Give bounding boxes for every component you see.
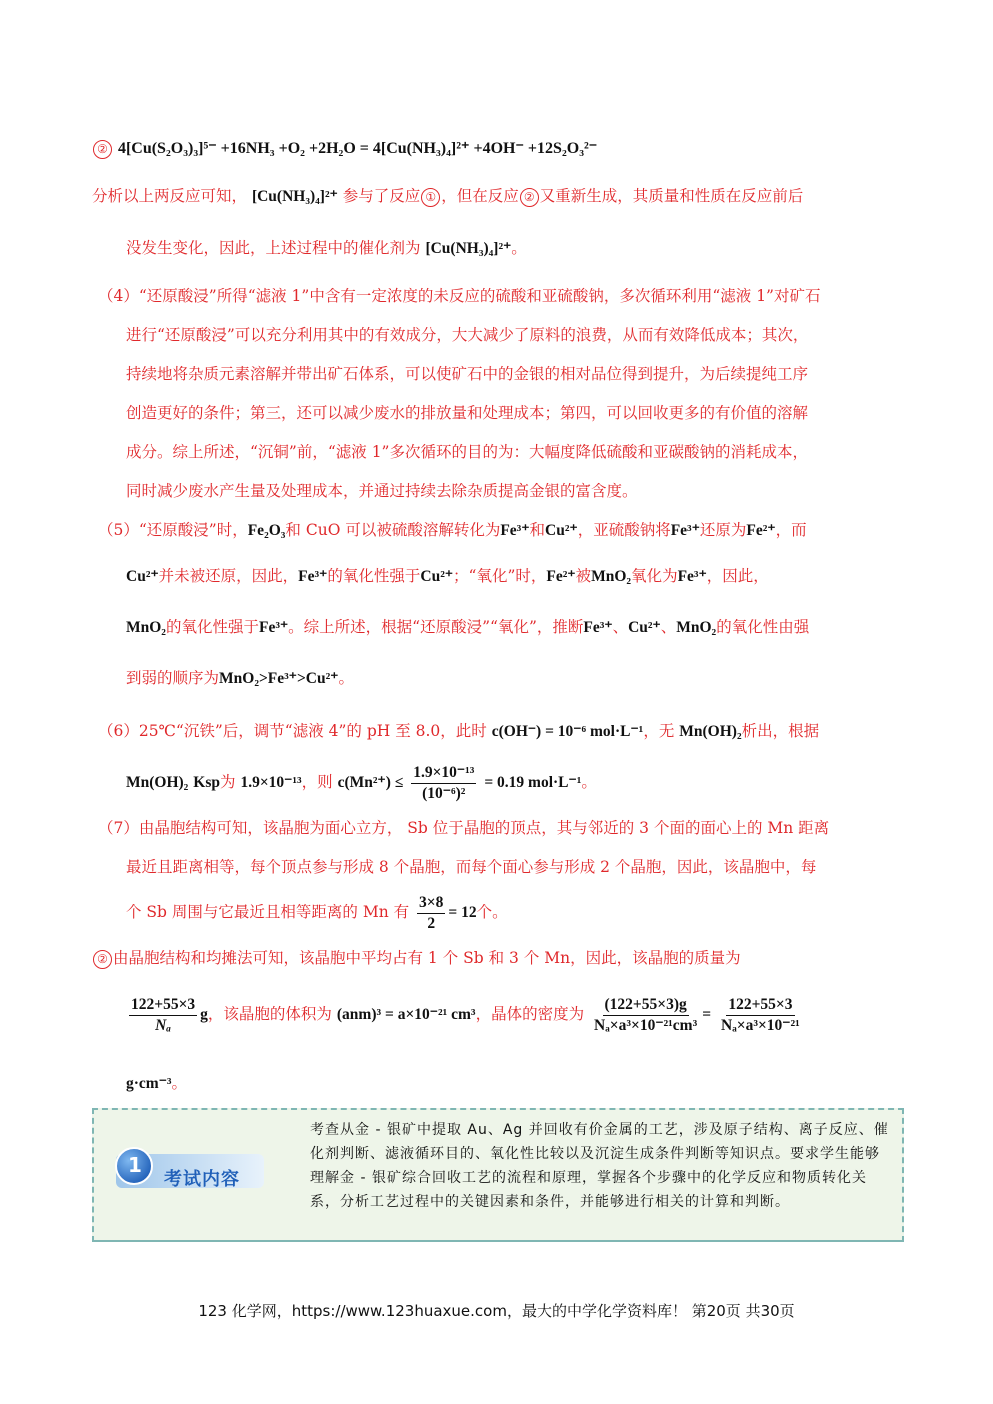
text: 并未被还原，因此， bbox=[158, 567, 299, 585]
text: ，该晶胞的体积为 bbox=[207, 1005, 332, 1023]
numerator: (122+55×3)g bbox=[603, 995, 689, 1016]
q4-line: 进行“还原酸浸”可以充分利用其中的有效成分，大大减少了原料的浪费，从而有效降低成本；其次， bbox=[126, 326, 809, 344]
text: 。 bbox=[338, 669, 354, 687]
q4-line: 同时减少废水产生量及处理成本，并通过持续去除杂质提高金银的富含度。 bbox=[126, 482, 638, 500]
text: ，则 bbox=[301, 773, 333, 791]
oxidation-order: MnO₂>Fe³⁺>Cu²⁺ bbox=[219, 670, 339, 687]
formula: Fe²⁺ bbox=[546, 568, 576, 585]
fraction bbox=[417, 893, 445, 934]
result: = 0.19 mol·L⁻¹ bbox=[484, 774, 582, 791]
q6-line-1 bbox=[98, 721, 819, 742]
formula: Cu²⁺ bbox=[126, 568, 159, 585]
text: 由晶胞结构和均摊法可知，该晶胞中平均占有 1 个 Sb 和 3 个 Mn，因此，该晶胞的质量为 bbox=[113, 949, 741, 967]
text: 。 bbox=[171, 1074, 188, 1092]
circle-marker: ① bbox=[421, 188, 440, 207]
text: 和 CuO 可以被硫酸溶解转化为 bbox=[285, 521, 501, 539]
q7-line-2: 最近且距离相等，每个顶点参与形成 8 个晶胞，而每个面心参与形成 2 个晶胞，因此，该晶胞中，每 bbox=[126, 858, 817, 876]
text: 还原为 bbox=[699, 521, 747, 539]
formula: MnO₂ bbox=[591, 568, 632, 585]
q7b-line-3 bbox=[126, 1073, 187, 1094]
volume-formula: (anm)³ = a×10⁻²¹ cm³ bbox=[336, 1006, 476, 1023]
text: 被 bbox=[575, 567, 592, 585]
text: 的氧化性强于 bbox=[327, 567, 421, 585]
text: 到弱的顺序为 bbox=[126, 669, 220, 687]
equation-2 bbox=[92, 138, 597, 159]
text: 。 bbox=[511, 239, 527, 257]
formula: Fe³⁺ bbox=[677, 568, 707, 585]
q5-line-2 bbox=[126, 566, 769, 587]
text: 参与了反应 bbox=[342, 187, 421, 205]
formula: MnO₂ bbox=[676, 619, 717, 636]
text: 和 bbox=[529, 521, 546, 539]
denominator: (10⁻⁶)² bbox=[422, 784, 466, 802]
formula: Cu²⁺ bbox=[628, 619, 661, 636]
circle-marker: ② bbox=[93, 950, 112, 969]
text: ；“氧化”时， bbox=[453, 567, 547, 585]
density-fraction-2 bbox=[719, 995, 802, 1036]
text: ，因此， bbox=[706, 567, 769, 585]
text: 没发生变化，因此，上述过程中的催化剂为 bbox=[126, 239, 421, 257]
formula: Fe³⁺ bbox=[583, 619, 613, 636]
formula: Mn(OH)₂ bbox=[679, 723, 742, 740]
equals-sign: = bbox=[702, 1006, 712, 1023]
formula: Cu²⁺ bbox=[420, 568, 454, 585]
text: 。 bbox=[581, 773, 597, 791]
fraction bbox=[411, 763, 476, 804]
badge-number: 1 bbox=[128, 1153, 142, 1177]
text: ，晶体的密度为 bbox=[475, 1005, 585, 1023]
numerator: 122+55×3 bbox=[129, 995, 197, 1016]
q6-line-2 bbox=[126, 762, 597, 804]
exam-content-box bbox=[92, 1108, 904, 1242]
text: （6）25℃“沉铁”后，调节“滤液 4”的 pH 至 8.0，此时 bbox=[98, 722, 487, 740]
text: ，无 bbox=[643, 722, 675, 740]
q5-line-4 bbox=[126, 668, 354, 689]
q7b-line-1 bbox=[92, 948, 741, 969]
q7-line-1: （7）由晶胞结构可知，该晶胞为面心立方， Sb 位于晶胞的顶点，其与邻近的 3 个面的面心上的 Mn 距离 bbox=[98, 819, 830, 837]
text: 。综上所述，根据“还原酸浸”“氧化”，推断 bbox=[288, 618, 584, 636]
text: ，而 bbox=[775, 521, 807, 539]
circle-marker: ② bbox=[520, 188, 539, 207]
q5-line-3 bbox=[126, 617, 809, 638]
q7-line-3 bbox=[126, 892, 508, 934]
text: 个 Sb 周围与它最近且相等距离的 Mn 有 bbox=[126, 903, 410, 921]
text: 的氧化性由强 bbox=[716, 618, 810, 636]
text: 、 bbox=[660, 618, 677, 636]
formula: Fe³⁺ bbox=[500, 522, 530, 539]
formula: MnO₂ bbox=[126, 619, 166, 636]
text: ，亚硫酸钠将 bbox=[577, 521, 671, 539]
text: （5）“还原酸浸”时， bbox=[98, 521, 248, 539]
denominator: 2 bbox=[427, 914, 436, 932]
q4-line: 创造更好的条件；第三，还可以减少废水的排放量和处理成本；第四，可以回收更多的有价值的溶解 bbox=[126, 404, 809, 422]
text: 为 bbox=[220, 773, 236, 791]
equation-text: 4[Cu(S₂O₃)₃]⁵⁻ +16NH₃ +O₂ +2H₂O = 4[Cu(NH₃)₄]²⁺ +4OH⁻ +12S₂O₃²⁻ bbox=[117, 140, 598, 157]
denominator: Nₐ×a³×10⁻²¹ bbox=[721, 1016, 800, 1034]
formula: Mn(OH)₂ bbox=[126, 774, 189, 791]
text: 分析以上两反应可知， bbox=[92, 187, 248, 205]
circle-marker: ② bbox=[93, 140, 112, 159]
analysis-line-2 bbox=[126, 238, 527, 259]
badge-label: 考试内容 bbox=[164, 1169, 240, 1190]
text: 个。 bbox=[476, 903, 508, 921]
formula: Cu²⁺ bbox=[545, 522, 578, 539]
formula: c(Mn²⁺) ≤ bbox=[337, 774, 404, 791]
formula: c(OH⁻) = 10⁻⁶ mol·L⁻¹ bbox=[491, 723, 644, 740]
numerator: 1.9×10⁻¹³ bbox=[411, 763, 476, 784]
analysis-line-1 bbox=[92, 186, 803, 207]
text: 氧化为 bbox=[631, 567, 678, 585]
mass-fraction bbox=[129, 995, 197, 1036]
numerator: 122+55×3 bbox=[726, 995, 794, 1016]
density-fraction-1 bbox=[592, 995, 699, 1036]
numerator: 3×8 bbox=[417, 893, 445, 914]
q4-line: 持续地将杂质元素溶解并带出矿石体系，可以使矿石中的金银的相对品位得到提升，为后续提纯工序 bbox=[126, 365, 809, 383]
q5-line-1 bbox=[98, 520, 807, 541]
text: ，但在反应 bbox=[441, 187, 519, 205]
ksp-value: 1.9×10⁻¹³ bbox=[240, 774, 302, 791]
unit: g·cm⁻³ bbox=[126, 1075, 172, 1092]
q4-line: 成分。综上所述，“沉铜”前，“滤液 1”多次循环的目的为：大幅度降低硫酸和亚碳酸钠的消耗成本， bbox=[126, 443, 808, 461]
complex-formula: [Cu(NH₃)₄]²⁺ bbox=[251, 188, 338, 205]
formula: Fe₂O₃ bbox=[247, 522, 286, 539]
formula: Fe³⁺ bbox=[298, 568, 328, 585]
text: 析出，根据 bbox=[741, 722, 820, 740]
complex-formula: [Cu(NH₃)₄]²⁺ bbox=[425, 240, 512, 257]
q7b-line-2 bbox=[126, 992, 805, 1037]
unit: g bbox=[200, 1006, 208, 1023]
result: = 12 bbox=[448, 904, 477, 921]
text: 又重新生成，其质量和性质在反应前后 bbox=[539, 187, 804, 205]
formula: Fe³⁺ bbox=[670, 522, 700, 539]
denominator: Nₐ×a³×10⁻²¹cm³ bbox=[594, 1016, 698, 1034]
exam-content-text: 考查从金 - 银矿中提取 Au、Ag 并回收有价金属的工艺，涉及原子结构、离子反应、催化剂判断、滤液循环目的、氧化性比较以及沉淀生成条件判断等知识点。要求学生能够理解金 - 银矿综合回收工艺的流程和原理，掌握各个步骤中的化学反应和物质转化关系，分析工艺过程中的关键因素和条件，并能够进行相关的计算和判断。 bbox=[310, 1122, 889, 1210]
formula: Fe²⁺ bbox=[746, 522, 776, 539]
q4-line: （4）“还原酸浸”所得“滤液 1”中含有一定浓度的未反应的硫酸和亚硫酸钠，多次循环利用“滤液 1”对矿石 bbox=[98, 287, 821, 305]
text: 、 bbox=[612, 618, 629, 636]
formula: Fe³⁺ bbox=[258, 619, 289, 636]
denominator: Nₐ bbox=[155, 1016, 171, 1034]
text: 的氧化性强于 bbox=[165, 618, 259, 636]
page-footer: 123 化学网，https://www.123huaxue.com，最大的中学化学资料库！ 第20页 共30页 bbox=[198, 1302, 795, 1320]
ksp-label: Ksp bbox=[193, 774, 220, 791]
